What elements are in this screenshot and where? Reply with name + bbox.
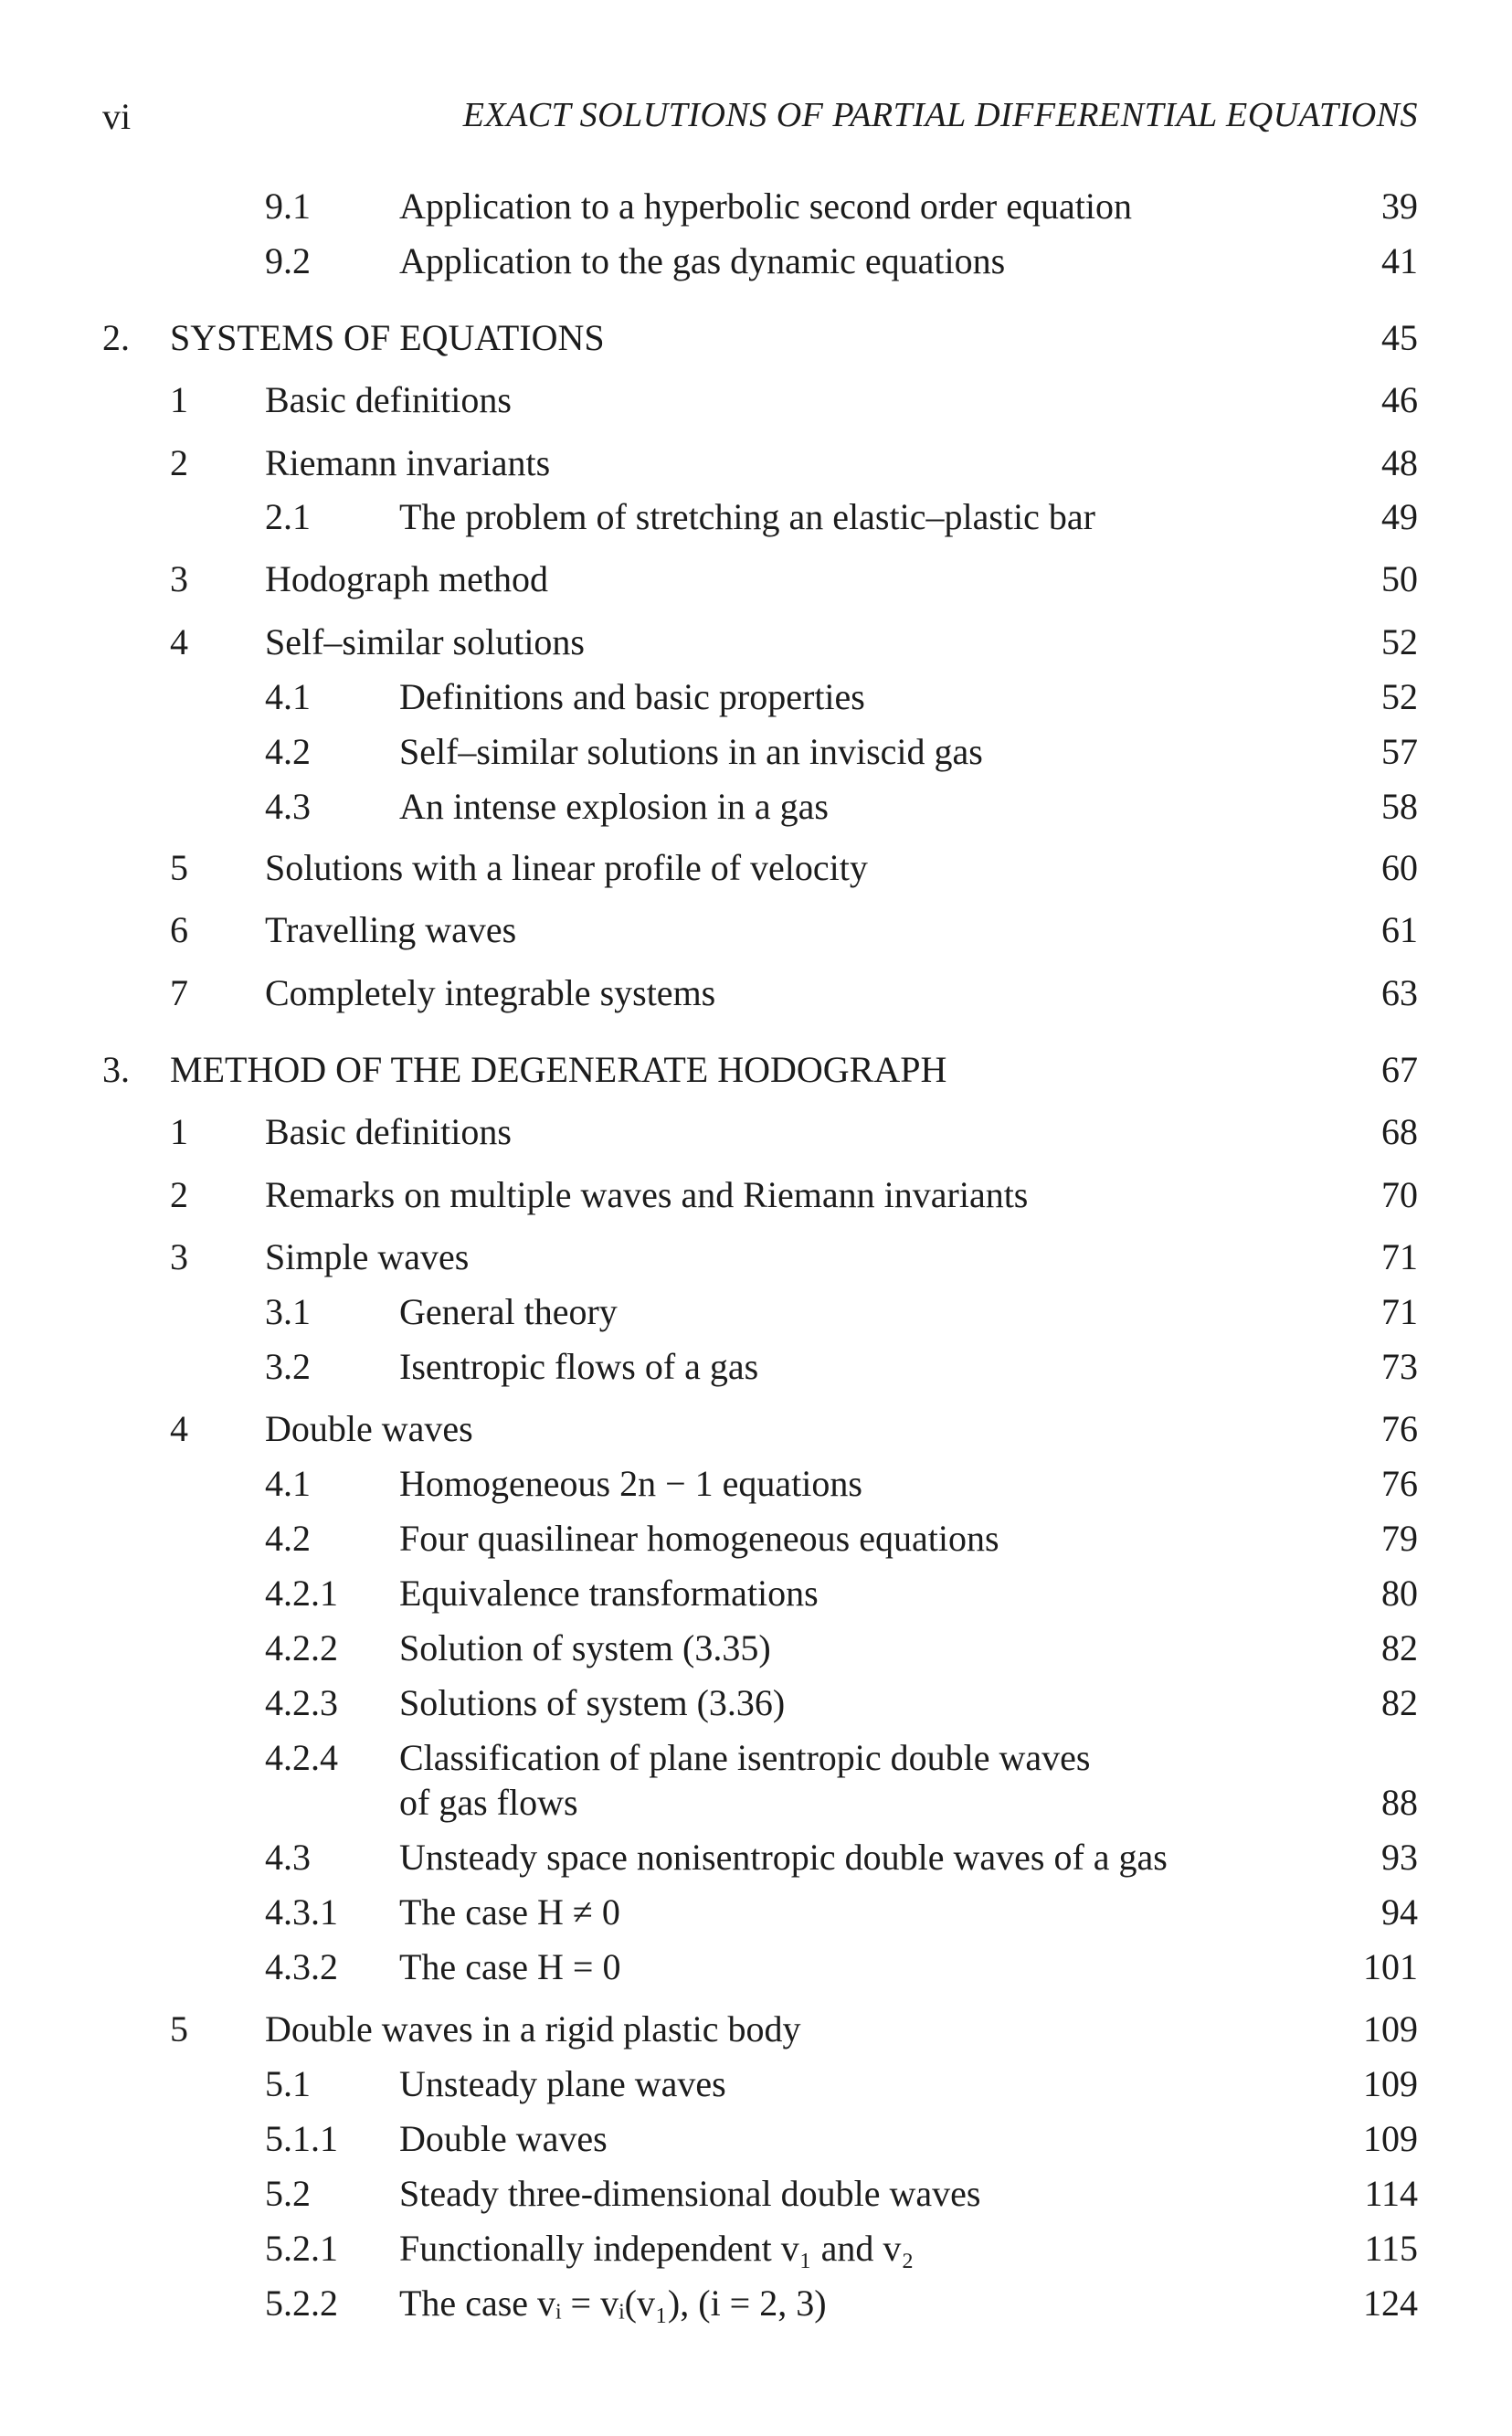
entry-title: Application to a hyperbolic second order equation (399, 185, 1132, 227)
entry-page: 80 (1381, 1573, 1418, 1614)
toc-entry-3-4-2-3 (0, 1678, 1512, 1729)
toc-entry-3-4-1 (0, 1458, 1512, 1509)
section-page: 76 (1381, 1408, 1418, 1449)
section-number: 5 (170, 847, 188, 888)
section-title: Self–similar solutions (265, 621, 585, 662)
toc-chapter-2 (0, 312, 1512, 364)
entry-title: The problem of stretching an elastic–plastic bar (399, 496, 1095, 537)
entry-number: 5.1.1 (265, 2118, 338, 2159)
toc-section-3-5 (0, 2004, 1512, 2055)
entry-page: 41 (1381, 240, 1418, 281)
entry-number: 5.2 (265, 2173, 311, 2214)
section-title: Completely integrable systems (265, 972, 716, 1013)
entry-title: Steady three-dimensional double waves (399, 2173, 981, 2214)
entry-number: 4.3.1 (265, 1891, 338, 1933)
toc-chapter-3 (0, 1044, 1512, 1096)
section-page: 52 (1381, 621, 1418, 662)
section-page: 71 (1381, 1236, 1418, 1277)
entry-title: The case H ≠ 0 (399, 1891, 620, 1933)
entry-number: 5.2.2 (265, 2282, 338, 2324)
entry-title: Definitions and basic properties (399, 676, 865, 717)
entry-title: The case vᵢ = vᵢ(v₁), (i = 2, 3) (399, 2282, 827, 2324)
entry-number: 4.1 (265, 676, 311, 717)
section-number: 4 (170, 1408, 188, 1449)
entry-page: 124 (1363, 2282, 1418, 2324)
section-title: Basic definitions (265, 1111, 512, 1152)
entry-title: Application to the gas dynamic equations (399, 240, 1006, 281)
entry-page: 88 (1381, 1782, 1418, 1823)
entry-page: 39 (1381, 185, 1418, 227)
toc-entry-3-3-2 (0, 1341, 1512, 1393)
section-page: 46 (1381, 379, 1418, 420)
section-number: 1 (170, 1111, 188, 1152)
entry-number: 4.2.3 (265, 1682, 338, 1723)
toc-section-2-4 (0, 617, 1512, 668)
toc-entry-3-4-2-1 (0, 1568, 1512, 1619)
section-page: 109 (1363, 2008, 1418, 2049)
toc-section-3-2 (0, 1170, 1512, 1221)
entry-number: 5.1 (265, 2063, 311, 2104)
toc-entry-3-5-2-1 (0, 2223, 1512, 2274)
section-title: Remarks on multiple waves and Riemann invariants (265, 1174, 1029, 1215)
entry-page: 93 (1381, 1837, 1418, 1878)
entry-title: Self–similar solutions in an inviscid gas (399, 731, 983, 772)
entry-number: 2.1 (265, 496, 311, 537)
toc-section-3-1 (0, 1107, 1512, 1158)
entry-page: 73 (1381, 1346, 1418, 1387)
toc-entry-3-4-3-2 (0, 1942, 1512, 1993)
entry-title: Classification of plane isentropic double waves (399, 1737, 1091, 1778)
entry-title: Equivalence transformations (399, 1573, 819, 1614)
toc-section-2-1 (0, 375, 1512, 426)
section-page: 68 (1381, 1111, 1418, 1152)
entry-page: 79 (1381, 1518, 1418, 1559)
entry-page: 109 (1363, 2118, 1418, 2159)
toc-entry-3-4-2-4-continued (0, 1777, 1512, 1828)
toc-section-2-6 (0, 905, 1512, 956)
toc-entry-3-3-1 (0, 1287, 1512, 1338)
entry-title: Solutions of system (3.36) (399, 1682, 786, 1723)
section-number: 3 (170, 558, 188, 599)
section-title: Double waves in a rigid plastic body (265, 2008, 801, 2049)
running-title: EXACT SOLUTIONS OF PARTIAL DIFFERENTIAL EQUATIONS (462, 96, 1418, 134)
section-page: 63 (1381, 972, 1418, 1013)
section-number: 1 (170, 379, 188, 420)
entry-number: 4.2 (265, 1518, 311, 1559)
section-number: 6 (170, 909, 188, 950)
entry-number: 3.2 (265, 1346, 311, 1387)
entry-number: 5.2.1 (265, 2228, 338, 2269)
section-title: Double waves (265, 1408, 473, 1449)
page-number: vi (102, 96, 132, 137)
toc-section-2-2 (0, 438, 1512, 489)
entry-page: 82 (1381, 1682, 1418, 1723)
toc-entry-3-5-1 (0, 2059, 1512, 2110)
toc-entry-3-4-2-4 (0, 1732, 1512, 1784)
toc-entry-3-4-3 (0, 1832, 1512, 1883)
entry-page: 71 (1381, 1291, 1418, 1332)
entry-page: 94 (1381, 1891, 1418, 1933)
section-number: 2 (170, 442, 188, 483)
toc-entry-9-1 (0, 181, 1512, 232)
section-page: 70 (1381, 1174, 1418, 1215)
section-number: 7 (170, 972, 188, 1013)
chapter-title: SYSTEMS OF EQUATIONS (170, 317, 605, 358)
section-title: Hodograph method (265, 558, 548, 599)
entry-page: 52 (1381, 676, 1418, 717)
toc-entry-3-5-2-2 (0, 2278, 1512, 2329)
toc-entry-9-2 (0, 236, 1512, 287)
chapter-title: METHOD OF THE DEGENERATE HODOGRAPH (170, 1049, 947, 1090)
entry-number: 4.1 (265, 1463, 311, 1504)
toc-entry-2-4-1 (0, 672, 1512, 723)
section-number: 2 (170, 1174, 188, 1215)
toc-entry-3-4-3-1 (0, 1887, 1512, 1938)
section-title: Travelling waves (265, 909, 517, 950)
entry-title: Four quasilinear homogeneous equations (399, 1518, 999, 1559)
entry-number: 4.3.2 (265, 1946, 338, 1987)
toc-entry-2-4-3 (0, 781, 1512, 832)
entry-number: 4.2.2 (265, 1627, 338, 1668)
entry-page: 58 (1381, 786, 1418, 827)
entry-page: 49 (1381, 496, 1418, 537)
section-title: Simple waves (265, 1236, 470, 1277)
toc-section-2-3 (0, 554, 1512, 605)
entry-title: An intense explosion in a gas (399, 786, 829, 827)
toc-entry-2-2-1 (0, 492, 1512, 543)
toc-entry-3-4-2 (0, 1513, 1512, 1564)
section-number: 4 (170, 621, 188, 662)
entry-number: 9.1 (265, 185, 311, 227)
entry-page: 115 (1364, 2228, 1418, 2269)
toc-section-3-4 (0, 1403, 1512, 1455)
entry-page: 101 (1363, 1946, 1418, 1987)
section-page: 61 (1381, 909, 1418, 950)
section-page: 60 (1381, 847, 1418, 888)
entry-title-continued: of gas flows (399, 1782, 578, 1823)
section-page: 48 (1381, 442, 1418, 483)
toc-entry-3-5-1-1 (0, 2113, 1512, 2165)
section-number: 5 (170, 2008, 188, 2049)
entry-title: Unsteady space nonisentropic double waves of a gas (399, 1837, 1168, 1878)
chapter-number: 3. (102, 1049, 130, 1090)
toc-section-2-7 (0, 968, 1512, 1019)
toc-section-3-3 (0, 1232, 1512, 1283)
entry-number: 4.3 (265, 786, 311, 827)
section-number: 3 (170, 1236, 188, 1277)
section-title: Riemann invariants (265, 442, 551, 483)
toc-entry-3-5-2 (0, 2168, 1512, 2219)
entry-page: 109 (1363, 2063, 1418, 2104)
toc-entry-2-4-2 (0, 726, 1512, 778)
entry-title: The case H = 0 (399, 1946, 621, 1987)
section-page: 50 (1381, 558, 1418, 599)
entry-page: 57 (1381, 731, 1418, 772)
section-title: Solutions with a linear profile of velocity (265, 847, 868, 888)
entry-page: 114 (1364, 2173, 1418, 2214)
entry-title: Homogeneous 2n − 1 equations (399, 1463, 862, 1504)
chapter-number: 2. (102, 317, 130, 358)
entry-title: Unsteady plane waves (399, 2063, 726, 2104)
entry-number: 9.2 (265, 240, 311, 281)
entry-number: 4.3 (265, 1837, 311, 1878)
entry-title: Isentropic flows of a gas (399, 1346, 759, 1387)
entry-number: 4.2.4 (265, 1737, 338, 1778)
entry-number: 4.2.1 (265, 1573, 338, 1614)
entry-page: 82 (1381, 1627, 1418, 1668)
entry-number: 4.2 (265, 731, 311, 772)
entry-title: Functionally independent v₁ and v₂ (399, 2228, 915, 2269)
section-title: Basic definitions (265, 379, 512, 420)
toc-entry-3-4-2-2 (0, 1623, 1512, 1674)
entry-title: General theory (399, 1291, 618, 1332)
entry-number: 3.1 (265, 1291, 311, 1332)
entry-title: Solution of system (3.35) (399, 1627, 771, 1668)
entry-page: 76 (1381, 1463, 1418, 1504)
toc-section-2-5 (0, 842, 1512, 894)
chapter-page: 67 (1381, 1049, 1418, 1090)
entry-title: Double waves (399, 2118, 608, 2159)
chapter-page: 45 (1381, 317, 1418, 358)
